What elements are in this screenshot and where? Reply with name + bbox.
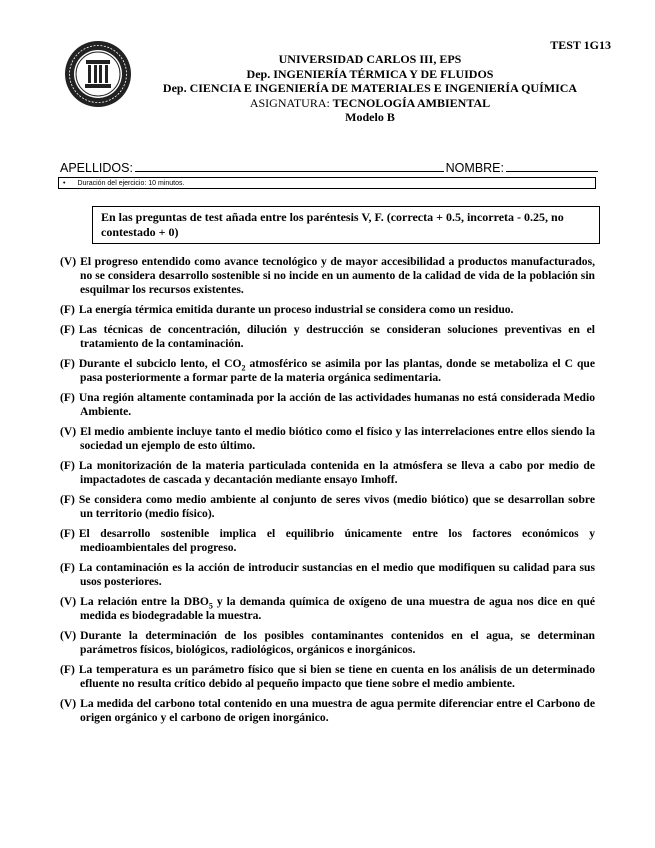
- duration-text: Duración del ejercicio: 10 minutos.: [77, 180, 185, 187]
- question-text: La energía térmica emitida durante un proceso industrial se considera como un residuo.: [78, 303, 514, 317]
- instructions-box: En las preguntas de test añada entre los paréntesis V, F. (correcta + 0.5, incorreta - 0.25, no contestado + 0): [92, 206, 600, 244]
- question-14: [60, 697, 595, 725]
- question-4: [60, 357, 595, 385]
- question-5: [60, 391, 595, 419]
- question-12: [60, 629, 595, 657]
- question-text-part-b: atmosférico se asimila por las plantas, donde se metaboliza el C que pasa posteriormente a formar parte de la materia orgánica sedimentaria.: [80, 357, 595, 385]
- question-text-part-a: Durante el subciclo lento, el CO: [78, 357, 242, 370]
- bullet: •: [63, 180, 66, 187]
- question-11: [60, 595, 595, 623]
- name-line: [60, 161, 600, 175]
- exam-model: Modelo B: [345, 110, 395, 124]
- answer-marker[interactable]: (V): [60, 255, 77, 268]
- surname-field[interactable]: [135, 161, 444, 172]
- answer-marker[interactable]: (F): [60, 323, 75, 336]
- department-1: Dep. INGENIERÍA TÉRMICA Y DE FLUIDOS: [246, 66, 494, 81]
- question-1: [60, 255, 595, 298]
- answer-marker[interactable]: (F): [60, 493, 75, 506]
- exam-header: [140, 52, 600, 125]
- question-text: El progreso entendido como avance tecnológico y de mayor accesibilidad a productos manufacturados, no se considera desarrollo sostenible si no incide en un aumento de la calidad de vida de la población sin esquilmar los recursos existentes.: [80, 255, 595, 297]
- subscript: 5: [208, 601, 213, 611]
- university-seal-logo: [64, 40, 132, 108]
- department-2: Dep. CIENCIA E INGENIERÍA DE MATERIALES E INGENIERÍA QUÍMICA: [162, 81, 578, 95]
- question-text: Las técnicas de concentración, dilución y destrucción se consideran soluciones preventivas en el tratamiento de la contaminación.: [78, 323, 595, 351]
- university-name: UNIVERSIDAD CARLOS III, EPS: [278, 52, 462, 66]
- question-text: Una región altamente contaminada por la acción de las actividades humanas no está considerada Medio Ambiente.: [78, 391, 595, 419]
- question-text: Durante la determinación de los posibles contaminantes contenidos en el agua, se determinan parámetros físicos, biológicos, radiológicos, orgánicos e inorgánicos.: [80, 629, 595, 657]
- question-text: El desarrollo sostenible implica el equilibrio únicamente entre los factores económicos y medioambientales del progreso.: [78, 527, 595, 555]
- name-label: NOMBRE:: [445, 161, 504, 175]
- name-field[interactable]: [506, 161, 598, 172]
- subject-label: ASIGNATURA:: [249, 95, 330, 110]
- answer-marker[interactable]: (V): [60, 697, 77, 710]
- question-10: [60, 561, 595, 589]
- question-9: [60, 527, 595, 555]
- question-7: [60, 459, 595, 487]
- subscript: 2: [241, 363, 246, 373]
- question-3: [60, 323, 595, 351]
- answer-marker[interactable]: (F): [60, 391, 75, 404]
- question-list: [60, 255, 595, 731]
- subject-line: [140, 96, 600, 111]
- answer-marker[interactable]: (F): [60, 459, 75, 472]
- question-text-part-b: y la demanda química de oxígeno de una muestra de agua nos dice en qué medida es biodegradable la muestra.: [80, 595, 595, 623]
- answer-marker[interactable]: (F): [60, 561, 75, 574]
- answer-marker[interactable]: (F): [60, 357, 75, 370]
- test-code: TEST 1G13: [550, 38, 611, 52]
- question-text: La monitorización de la materia particulada contenida en la atmósfera se lleva a cabo por medio de impactadotes de cascada y decantación mediante ensayo Imhoff.: [78, 459, 595, 487]
- question-text: La contaminación es la acción de introducir sustancias en el medio que modifiquen su calidad para sus usos posteriores.: [78, 561, 595, 589]
- answer-marker[interactable]: (V): [60, 595, 77, 608]
- answer-marker[interactable]: (F): [60, 303, 75, 317]
- question-2: [60, 303, 595, 317]
- question-text: La medida del carbono total contenido en una muestra de agua permite diferenciar entre el Carbono de origen orgánico y el carbono de origen inorgánico.: [80, 697, 595, 725]
- answer-marker[interactable]: (F): [60, 663, 75, 676]
- answer-marker[interactable]: (F): [60, 527, 75, 540]
- question-8: [60, 493, 595, 521]
- surname-label: APELLIDOS:: [60, 161, 133, 175]
- duration-box: [58, 177, 596, 189]
- question-6: [60, 425, 595, 453]
- question-text: El medio ambiente incluye tanto el medio biótico como el físico y las interrelaciones entre ellos siendo la sociedad un ejemplo de esto último.: [80, 425, 595, 453]
- answer-marker[interactable]: (V): [60, 425, 77, 438]
- question-text-part-a: La relación entre la DBO: [80, 595, 209, 608]
- question-text: Se considera como medio ambiente al conjunto de seres vivos (medio biótico) que se desarrollan sobre un territorio (medio físico).: [78, 493, 595, 521]
- answer-marker[interactable]: (V): [60, 629, 77, 642]
- subject-name: TECNOLOGÍA AMBIENTAL: [332, 95, 491, 110]
- question-text: La temperatura es un parámetro físico que si bien se tiene en cuenta en los análisis de un determinado efluente no resulta crítico debido al pequeño impacto que tiene sobre el medio ambiente.: [78, 663, 595, 691]
- question-13: [60, 663, 595, 691]
